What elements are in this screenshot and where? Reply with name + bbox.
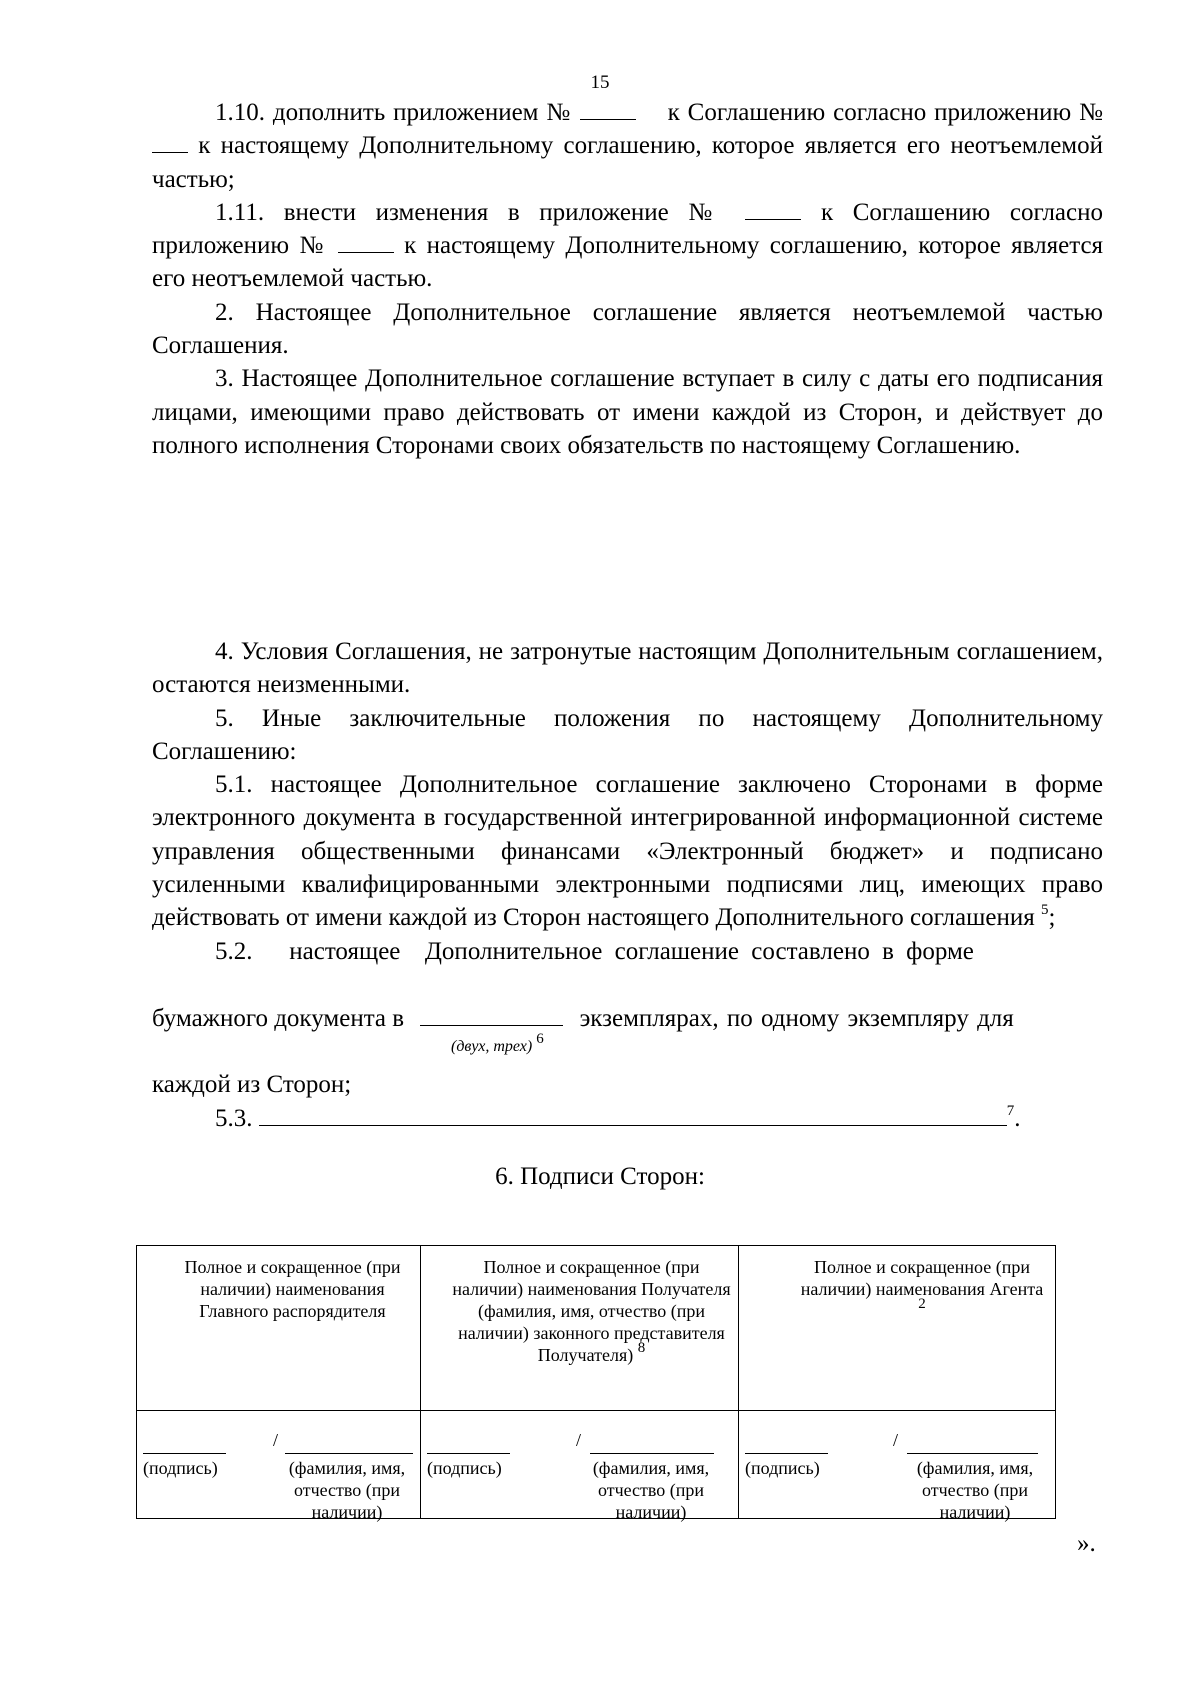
copies-blank-field[interactable] — [420, 1001, 563, 1026]
clause-5-3 — [215, 1101, 1021, 1135]
clause-2: 2. Настоящее Дополнительное соглашение является неотъемлемой частью Соглашения. — [152, 298, 1103, 360]
clause-text: бумажного документа в — [152, 1005, 405, 1032]
clause-5-1 — [152, 768, 1103, 934]
signature-line[interactable] — [143, 1433, 226, 1454]
body-text-bottom — [152, 635, 1103, 968]
signature-cell-main-manager — [137, 1411, 421, 1522]
party-header-agent — [739, 1246, 1056, 1411]
signatures-title: 6. Подписи Сторон: — [495, 1163, 705, 1190]
name-line[interactable] — [285, 1433, 413, 1454]
name-line[interactable] — [907, 1433, 1038, 1454]
clause-3: 3. Настоящее Дополнительное соглашение вступает в силу с даты его подписания лицами, имеющими право действовать от имени каждой из Сторон, и действует до полного исполнения Сторонами своих обязательств по настоящему Соглашению. — [152, 365, 1103, 459]
copies-hint: (двух, трех) $^6$ — [451, 1030, 544, 1055]
party-header-recipient — [421, 1246, 739, 1411]
clause-text: 5.1. настоящее Дополнительное соглашение заключено Сторонами в форме электронного документа в государственной интегрированной информационной системе управления общественными финансами «Электронный бюджет» и подписано усиленными квалифицированными электронными подписями лиц, имеющих право действовать от имени каждой из Сторон настоящего Дополнительного соглашения — [152, 771, 1103, 932]
clause-text: к Соглашению согласно приложению № — [667, 99, 1104, 126]
party-header-main-manager — [137, 1246, 421, 1411]
closing-quote: ». — [1077, 1530, 1096, 1557]
signature-label: (подпись) — [745, 1458, 820, 1478]
footnote-ref: 5 — [1040, 902, 1049, 919]
header-text: Полное и сокращенное (при наличии) наименования Получателя (фамилия, имя, отчество (при наличии) законного представителя Получателя) — [452, 1257, 731, 1365]
blank-field[interactable] — [338, 230, 394, 253]
table-row — [137, 1411, 1056, 1519]
clause-text: 1.11. внести изменения в приложение № — [215, 198, 726, 226]
punct: . — [1014, 1105, 1021, 1132]
page-number: 15 — [590, 72, 610, 93]
signature-line[interactable] — [427, 1433, 510, 1454]
clause-5-2-line2 — [152, 1001, 1014, 1035]
clause-text: экземплярах, по одному экземпляру для — [579, 1005, 1014, 1032]
clause-5-2-line3: каждой из Сторон; — [152, 1071, 352, 1098]
clause-text: к настоящему Дополнительному соглашению, которое является его неотъемлемой частью. — [152, 232, 1104, 293]
header-text: Полное и сокращенное (при наличии) наименования Главного распорядителя — [184, 1257, 401, 1321]
clause-5-3-blank[interactable] — [259, 1101, 1007, 1126]
clause-text: 1.10. дополнить приложением № — [215, 99, 572, 126]
blank-field[interactable] — [745, 197, 801, 220]
name-line[interactable] — [590, 1433, 714, 1454]
footnote-ref: 8 — [637, 1340, 646, 1356]
body-text-top — [152, 96, 1103, 462]
name-label: (фамилия, имя, отчество (при наличии) — [288, 1458, 406, 1522]
table-row — [137, 1246, 1056, 1411]
clause-5-2-line1: 5.2. настоящее Дополнительное соглашение составлено в форме — [215, 937, 974, 965]
name-label: (фамилия, имя, отчество (при наличии) — [916, 1458, 1034, 1522]
header-text: Полное и сокращенное (при наличии) наименования Агента — [800, 1257, 1044, 1299]
clause-label: 5.3. — [215, 1105, 253, 1132]
name-label: (фамилия, имя, отчество (при наличии) — [592, 1458, 710, 1522]
footnote-ref: 6 — [536, 1030, 544, 1047]
signature-cell-agent — [739, 1411, 1056, 1522]
clause-4: 4. Условия Соглашения, не затронутые настоящим Дополнительным соглашением, остаются неизменными. — [152, 638, 1103, 699]
signature-label: (подпись) — [143, 1458, 218, 1478]
signature-line[interactable] — [745, 1433, 828, 1454]
clause-text: к Соглашению согласно приложению № — [152, 198, 1103, 260]
signature-label: (подпись) — [427, 1458, 502, 1478]
clause-1-10 — [152, 96, 1103, 196]
blank-field[interactable] — [580, 97, 636, 120]
clause-1-11 — [152, 196, 1103, 296]
signatures-table — [136, 1245, 1056, 1522]
blank-field[interactable] — [152, 130, 188, 153]
clause-text: к настоящему Дополнительному соглашению, которое является его неотъемлемой частью; — [152, 132, 1104, 193]
separator: / — [576, 1430, 582, 1450]
footnote-ref: 7 — [1006, 1102, 1015, 1119]
footnote-ref: 2 — [918, 1296, 926, 1312]
punct: ; — [1048, 904, 1056, 932]
signature-cell-recipient — [421, 1411, 739, 1522]
separator: / — [273, 1430, 279, 1450]
clause-5: 5. Иные заключительные положения по настоящему Дополнительному Соглашению: — [152, 704, 1103, 765]
separator: / — [893, 1430, 899, 1450]
